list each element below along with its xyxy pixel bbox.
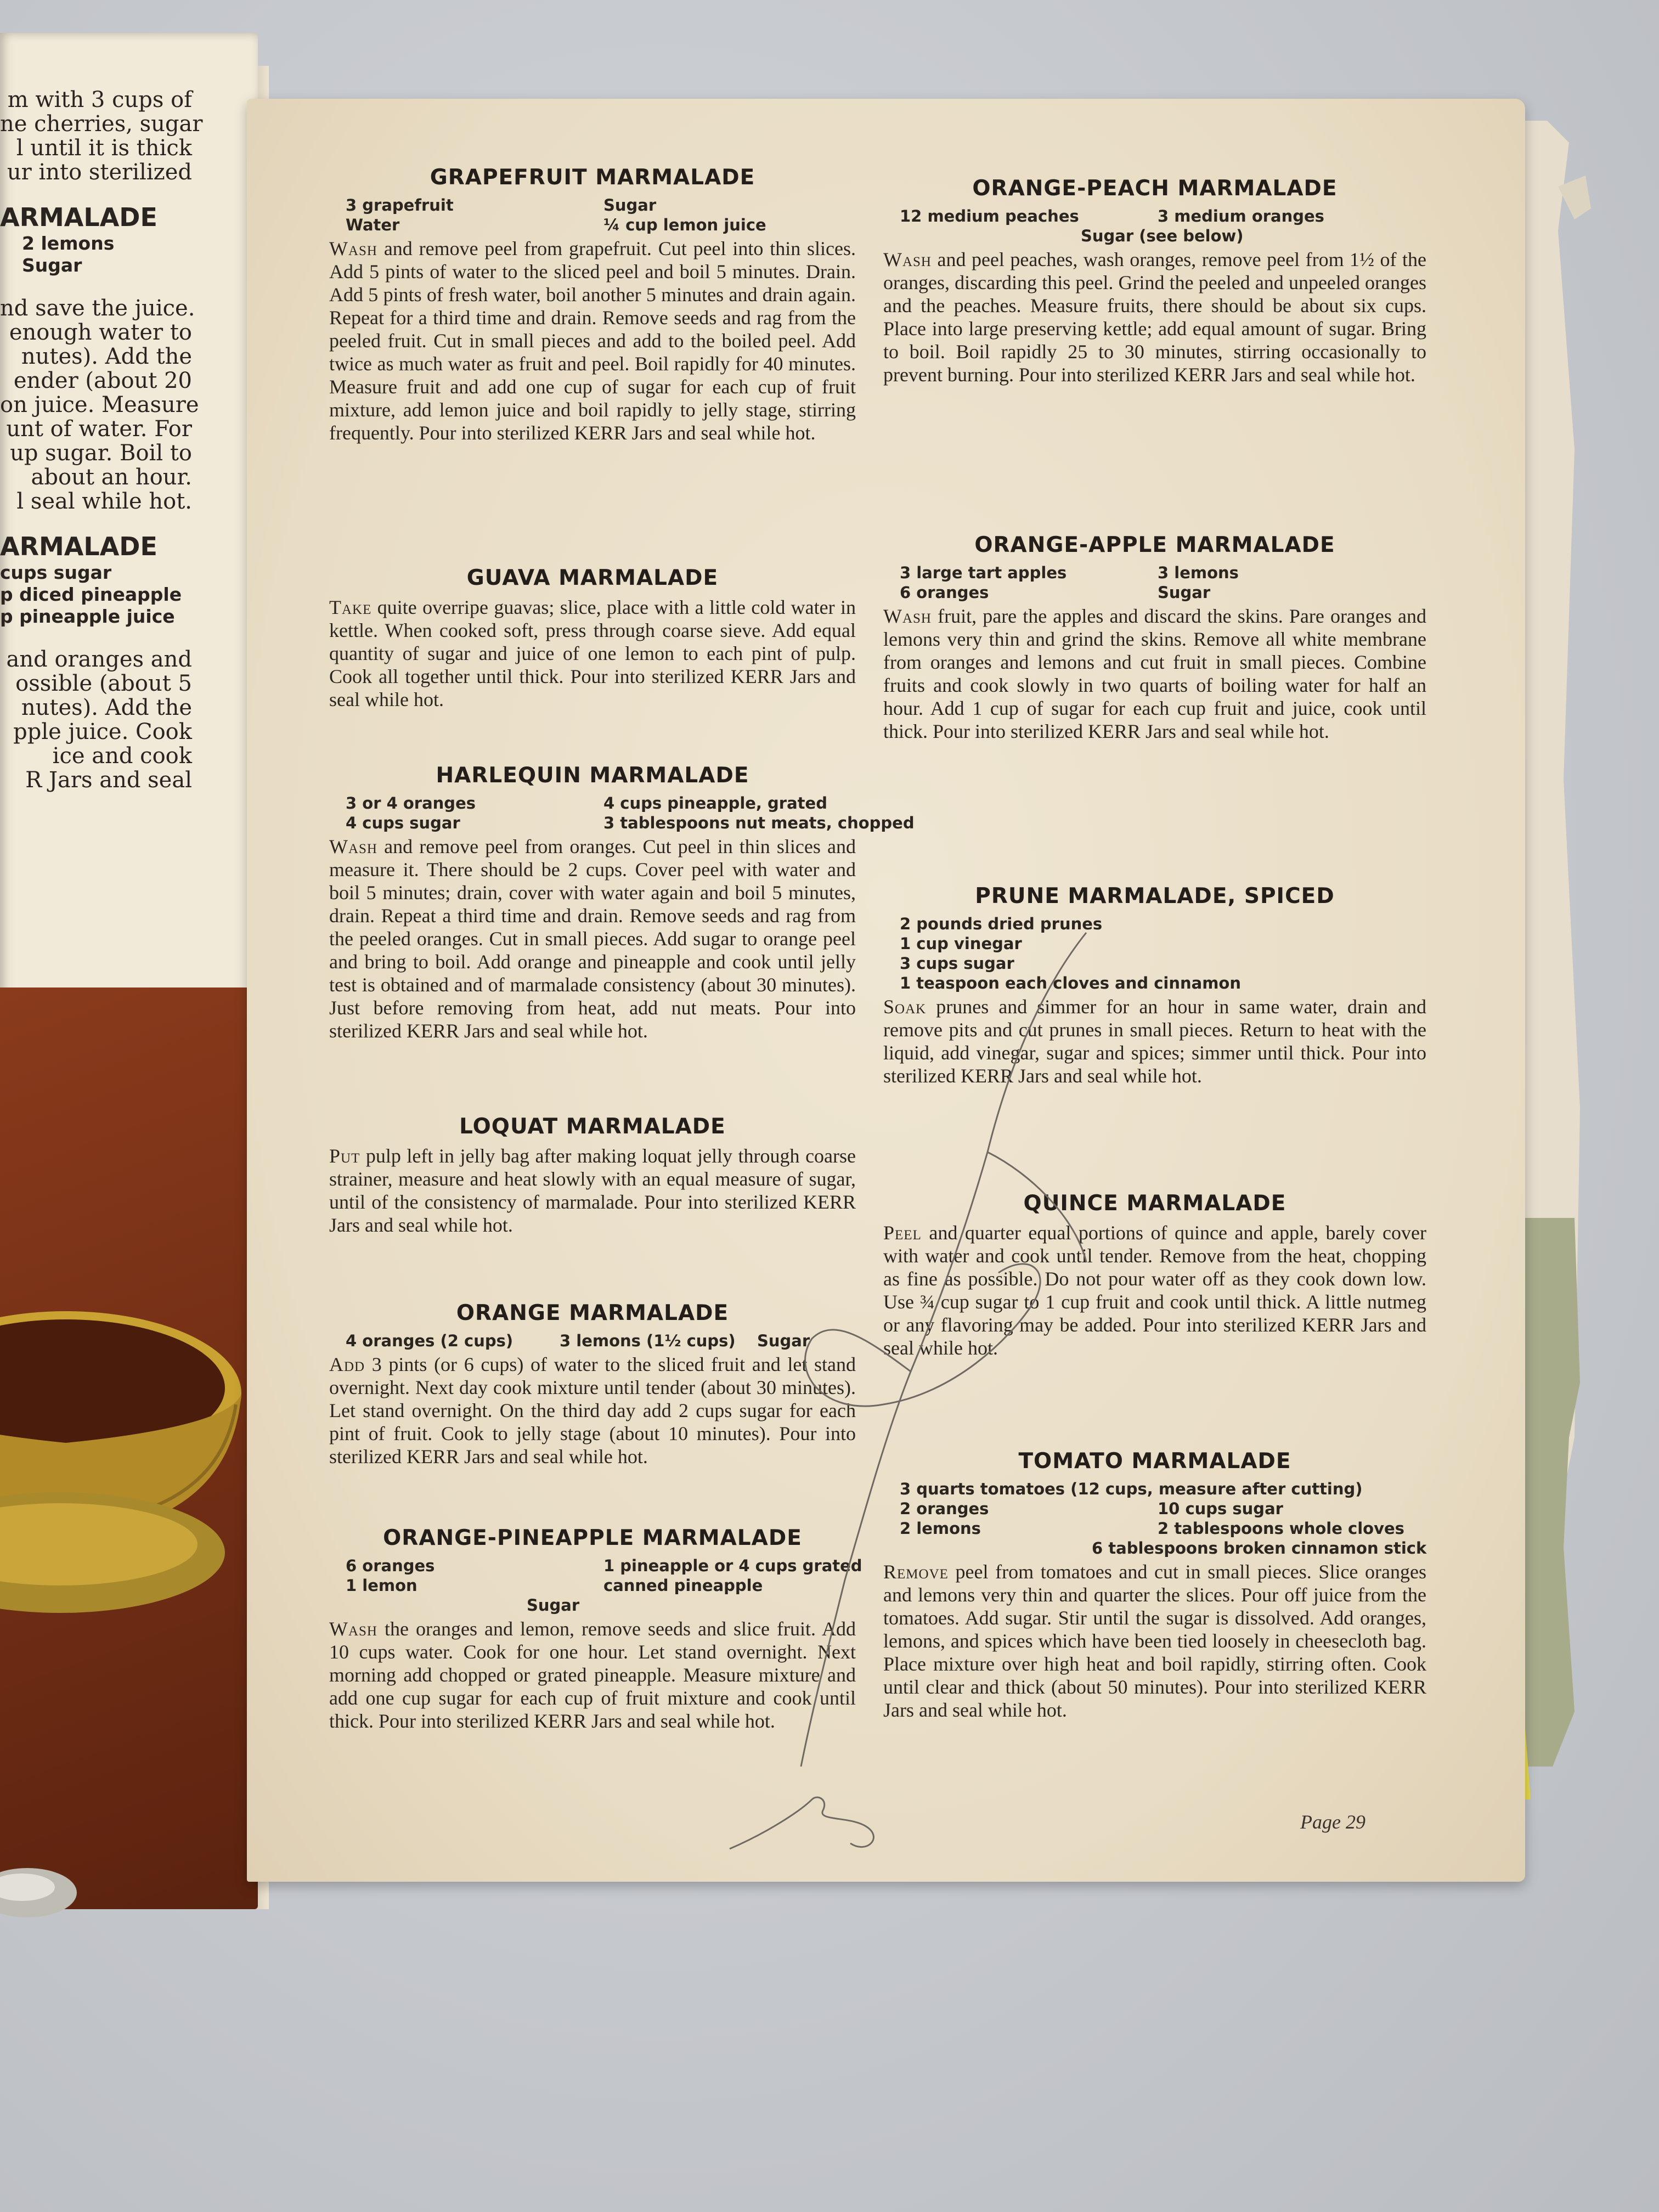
- recipe-title: LOQUAT MARMALADE: [459, 1114, 726, 1139]
- ingredient: 2 lemons: [900, 1519, 981, 1538]
- ingredient: 1 teaspoon each cloves and cinnamon: [900, 974, 1241, 992]
- recipe-orange-peach: [883, 176, 1426, 386]
- ingredient: Sugar: [757, 1331, 810, 1350]
- recipe-title: ORANGE-PINEAPPLE MARMALADE: [383, 1526, 802, 1550]
- ingredient: 1 cup vinegar: [900, 934, 1022, 953]
- ingredient-row: [329, 1576, 856, 1595]
- left-text-line: ice and cook: [52, 743, 192, 769]
- directions-lead-word: Put: [329, 1145, 360, 1167]
- ingredient: 12 medium peaches: [900, 207, 1079, 225]
- ingredient-row: [329, 1595, 856, 1615]
- ingredient: 4 cups sugar: [346, 814, 460, 832]
- left-text-line: ender (about 20: [13, 368, 192, 393]
- recipe-title: ORANGE-APPLE MARMALADE: [974, 533, 1335, 557]
- ingredient-row: [329, 1556, 862, 1576]
- ingredient-row: [883, 563, 1426, 583]
- ingredient: 2 oranges: [900, 1499, 989, 1518]
- left-lines-top: [0, 87, 203, 185]
- left-text-line: l until it is thick: [16, 136, 192, 161]
- recipe-grapefruit: [329, 165, 856, 444]
- ingredient: 2 pounds dried prunes: [900, 915, 1103, 933]
- ingredient: 3 tablespoons nut meats, chopped: [603, 814, 915, 832]
- left-text-line: m with 3 cups of: [7, 87, 192, 112]
- ingredient-list: [329, 793, 915, 833]
- recipe-directions: [329, 835, 856, 1042]
- left-ingredients-2: [0, 562, 192, 628]
- directions-text: pulp left in jelly bag after making loquat jelly through coarse strainer, measure and heat slowly with an equal measure of sugar, until of the consistency of marmalade. Pour into sterilized KERR Jars and seal while hot.: [329, 1145, 856, 1236]
- directions-lead-word: Wash: [329, 238, 377, 259]
- ingredient-list: [883, 1479, 1426, 1558]
- recipe-directions: [329, 1617, 856, 1733]
- ingredient-row: [883, 1479, 1426, 1499]
- directions-lead-word: Wash: [329, 1618, 377, 1640]
- ingredient-list: [329, 1556, 862, 1615]
- ingredient: 2 tablespoons whole cloves: [1158, 1519, 1404, 1538]
- ingredient: 3 lemons: [1158, 563, 1239, 582]
- recipe-directions: [329, 1144, 856, 1237]
- saucer-illustration: [0, 1481, 230, 1624]
- ingredient: 3 medium oranges: [1158, 207, 1324, 225]
- recipe-title: ORANGE MARMALADE: [456, 1301, 729, 1325]
- left-text-line: ossible (about 5: [15, 671, 192, 696]
- ingredient-row: [883, 1519, 1426, 1538]
- ingredient: 3 grapefruit: [346, 196, 454, 215]
- recipe-orange: [329, 1300, 856, 1468]
- recipe-quince: [883, 1190, 1426, 1359]
- directions-text: and remove peel from oranges. Cut peel in thin slices and measure it. There should be 2 cups. Cover peel with water and boil 5 minutes; drain, cover with water again and boil 5 minutes, drain. Repeat a third time and drain. Remove seeds and rag from the peeled oranges. Cut in small pieces. Add sugar to orange peel and bring to boil. Add orange and pineapple and cook until jelly test is obtained and of marmalade consistency (about 30 minutes). Just before removing from heat, add nut meats. Pour into sterilized KERR Jars and seal while hot.: [329, 836, 856, 1042]
- ingredient: canned pineapple: [603, 1576, 763, 1595]
- left-lines-mid: [0, 296, 199, 514]
- left-text-line: R Jars and seal: [25, 768, 192, 793]
- left-text-line: and oranges and: [6, 647, 192, 672]
- ingredient-list: [883, 206, 1426, 246]
- left-text-line: enough water to: [9, 320, 192, 345]
- directions-text: 3 pints (or 6 cups) of water to the sliced fruit and let stand overnight. Next day cook mixture until tender (about 30 minutes). Let stand overnight. On the third day add 2 cups sugar for each pint of fruit. Cook to jelly stage (about 10 minutes). Pour into sterilized KERR Jars and seal while hot.: [329, 1353, 856, 1468]
- recipe-title: QUINCE MARMALADE: [1023, 1191, 1286, 1216]
- ingredient: 3 lemons (1½ cups): [560, 1331, 736, 1350]
- recipe-directions: [329, 596, 856, 711]
- directions-text: the oranges and lemon, remove seeds and slice fruit. Add 10 cups water. Cook for one hour. Let stand overnight. Next morning add chopped or grated pineapple. Measure mixture and add one cup sugar for each cup of fruit mixture and cook until thick. Pour into sterilized KERR Jars and seal while hot.: [329, 1618, 856, 1732]
- recipe-directions: [883, 605, 1426, 743]
- recipe-title: TOMATO MARMALADE: [1018, 1449, 1291, 1474]
- left-page: [0, 33, 258, 1909]
- left-text-line: pple juice. Cook: [13, 719, 192, 744]
- ingredient-list: [883, 563, 1426, 602]
- left-ingredients-1: [0, 233, 192, 276]
- directions-text: quite overripe guavas; slice, place with a little cold water in kettle. When cooked soft, press through coarse sieve. Add equal quantity of sugar and juice of one lemon to each pint of pulp. Cook all together until thick. Pour into sterilized KERR Jars and seal while hot.: [329, 596, 856, 710]
- directions-lead-word: Take: [329, 596, 372, 618]
- ingredient: 3 large tart apples: [900, 563, 1067, 582]
- left-heading-2: ARMALADE: [0, 532, 157, 561]
- ingredient: 4 cups pineapple, grated: [603, 794, 827, 812]
- page-number: Page 29: [1300, 1811, 1365, 1833]
- ingredient-row: [883, 226, 1426, 246]
- ingredient: 6 oranges: [346, 1556, 435, 1575]
- left-text-line: nd save the juice.: [0, 296, 195, 321]
- directions-lead-word: Remove: [883, 1561, 949, 1583]
- recipe-guava: [329, 565, 856, 711]
- ingredient: 3 or 4 oranges: [346, 794, 476, 812]
- recipe-directions: [329, 1353, 856, 1468]
- ingredient-row: [883, 1538, 1426, 1558]
- directions-text: peel from tomatoes and cut in small pieces. Slice oranges and lemons very thin and quarter the slices. Pour off juice from the tomatoes. Add sugar. Stir until the sugar is dissolved. Add oranges, lemons, and spices which have been tied loosely in cheesecloth bag. Place mixture over high heat and boil rapidly, stirring often. Cook until clear and thick (about 50 minutes). Pour into sterilized KERR Jars and seal while hot.: [883, 1561, 1426, 1721]
- ingredient-row: [883, 206, 1426, 226]
- left-text-line: about an hour.: [31, 465, 192, 490]
- ingredient-row: [883, 914, 1426, 934]
- recipe-title: GUAVA MARMALADE: [466, 566, 719, 590]
- ingredient-row: [883, 583, 1426, 602]
- directions-lead-word: Peel: [883, 1222, 922, 1244]
- recipe-directions: [883, 995, 1426, 1087]
- left-text-line: on juice. Measure: [0, 392, 199, 417]
- directions-text: and peel peaches, wash oranges, remove peel from 1½ of the oranges, discarding this peel. Grind the peeled and unpeeled oranges and the peaches. Measure fruits, there should be about six cups. Place into large preserving kettle; add equal amount of sugar. Bring to boil. Boil rapidly 25 to 30 minutes, stirring occasionally to prevent burning. Pour into sterilized KERR Jars and seal while hot.: [883, 249, 1426, 386]
- left-text-line: nutes). Add the: [21, 344, 192, 369]
- directions-lead-word: Add: [329, 1353, 365, 1375]
- left-text-line: p diced pineapple: [0, 584, 182, 605]
- ingredient: 1 pineapple or 4 cups grated: [603, 1556, 862, 1575]
- spoon-illustration: [0, 1854, 88, 1920]
- left-text-line: ne cherries, sugar: [0, 111, 203, 137]
- directions-lead-word: Wash: [329, 836, 377, 857]
- ingredient-row: [883, 973, 1426, 993]
- recipe-directions: [883, 248, 1426, 386]
- recipe-title: PRUNE MARMALADE, SPICED: [975, 884, 1335, 909]
- ingredient-row: [329, 215, 856, 235]
- directions-lead-word: Soak: [883, 996, 927, 1018]
- ingredient: 4 oranges (2 cups): [346, 1331, 514, 1350]
- ingredient-list: [883, 914, 1426, 993]
- ingredient: 3 cups sugar: [900, 954, 1014, 973]
- ingredient: 10 cups sugar: [1158, 1499, 1283, 1518]
- ingredient-row: [329, 1331, 856, 1351]
- directions-text: prunes and simmer for an hour in same water, drain and remove pits and cut prunes in small pieces. Return to heat with the liquid, add vinegar, sugar and spices; simmer until thick. Pour into sterilized KERR Jars and seal while hot.: [883, 996, 1426, 1087]
- recipe-directions: [883, 1560, 1426, 1722]
- ingredient-row: [883, 934, 1426, 953]
- recipe-orange-pineapple: [329, 1525, 862, 1733]
- ingredient: 6 oranges: [900, 583, 989, 602]
- ingredient-row: [883, 1499, 1426, 1519]
- recipe-directions: [883, 1221, 1426, 1359]
- recipe-title: HARLEQUIN MARMALADE: [436, 763, 749, 788]
- ingredient-row: [329, 793, 856, 813]
- ingredient: 1 lemon: [346, 1576, 417, 1595]
- left-text-line: p pineapple juice: [0, 606, 175, 627]
- directions-lead-word: Wash: [883, 249, 932, 270]
- ingredient-list: [329, 1331, 856, 1351]
- directions-lead-word: Wash: [883, 605, 932, 627]
- left-heading-1: ARMALADE: [0, 202, 157, 232]
- left-text-line: Sugar: [22, 255, 82, 276]
- recipe-tomato: [883, 1448, 1426, 1722]
- recipe-title: GRAPEFRUIT MARMALADE: [430, 165, 755, 190]
- left-lines-bottom: [0, 647, 192, 792]
- ingredient: Sugar: [527, 1596, 580, 1615]
- left-text-line: up sugar. Boil to: [10, 441, 192, 466]
- left-text-line: nutes). Add the: [21, 695, 192, 720]
- ingredient: Sugar: [1158, 583, 1211, 602]
- ingredient-row: [329, 195, 856, 215]
- left-text-line: 2 lemons: [22, 233, 115, 254]
- ingredient: Water: [346, 216, 400, 234]
- left-page-text: [0, 87, 203, 793]
- recipe-prune: [883, 883, 1426, 1087]
- ingredient: 6 tablespoons broken cinnamon stick: [1092, 1539, 1427, 1558]
- left-text-line: ur into sterilized: [7, 160, 192, 185]
- recipe-directions: [329, 237, 856, 444]
- directions-text: fruit, pare the apples and discard the skins. Pare oranges and lemons very thin and grind the skins. Remove all white membrane from oranges and lemons and cut fruit in small pieces. Combine fruits and cook slowly in two quarts of boiling water for half an hour. Add 1 cup of sugar for each cup fruit and juice, cook until thick. Pour into sterilized KERR Jars and seal while hot.: [883, 605, 1426, 742]
- directions-text: and quarter equal portions of quince and apple, barely cover with water and cook until tender. Remove from the heat, chopping as fine as possible. Do not pour water off as they cook down low. Use ¾ cup sugar to 1 cup fruit and cook until thick. A little nutmeg or any flavoring may be added. Pour into sterilized KERR Jars and seal while hot.: [883, 1222, 1426, 1359]
- left-text-line: cups sugar: [0, 562, 112, 583]
- directions-text: and remove peel from grapefruit. Cut peel into thin slices. Add 5 pints of water to the sliced peel and boil 5 minutes. Drain. Add 5 pints of fresh water, boil another 5 minutes and drain again. Repeat for a third time and drain. Remove seeds and rag from the peeled fruit. Cut in small pieces and add to the boiled peel. Add twice as much water as fruit and peel. Boil rapidly for 40 minutes. Measure fruit and add one cup of sugar for each cup of fruit mixture, add lemon juice and boil rapidly to jelly stage, stirring frequently. Pour into sterilized KERR Jars and seal while hot.: [329, 238, 856, 444]
- left-text-line: l seal while hot.: [16, 489, 192, 514]
- recipe-title: ORANGE-PEACH MARMALADE: [972, 176, 1338, 201]
- ingredient: Sugar (see below): [1081, 227, 1244, 245]
- ingredient-row: [329, 813, 915, 833]
- ingredient-row: [883, 953, 1426, 973]
- ingredient: ¼ cup lemon juice: [603, 216, 766, 234]
- left-text-line: unt of water. For: [6, 416, 192, 442]
- ingredient-list: [329, 195, 856, 235]
- ingredient: 3 quarts tomatoes (12 cups, measure after cutting): [900, 1480, 1363, 1498]
- recipe-orange-apple: [883, 532, 1426, 743]
- ingredient: Sugar: [603, 196, 657, 215]
- recipe-loquat: [329, 1114, 856, 1237]
